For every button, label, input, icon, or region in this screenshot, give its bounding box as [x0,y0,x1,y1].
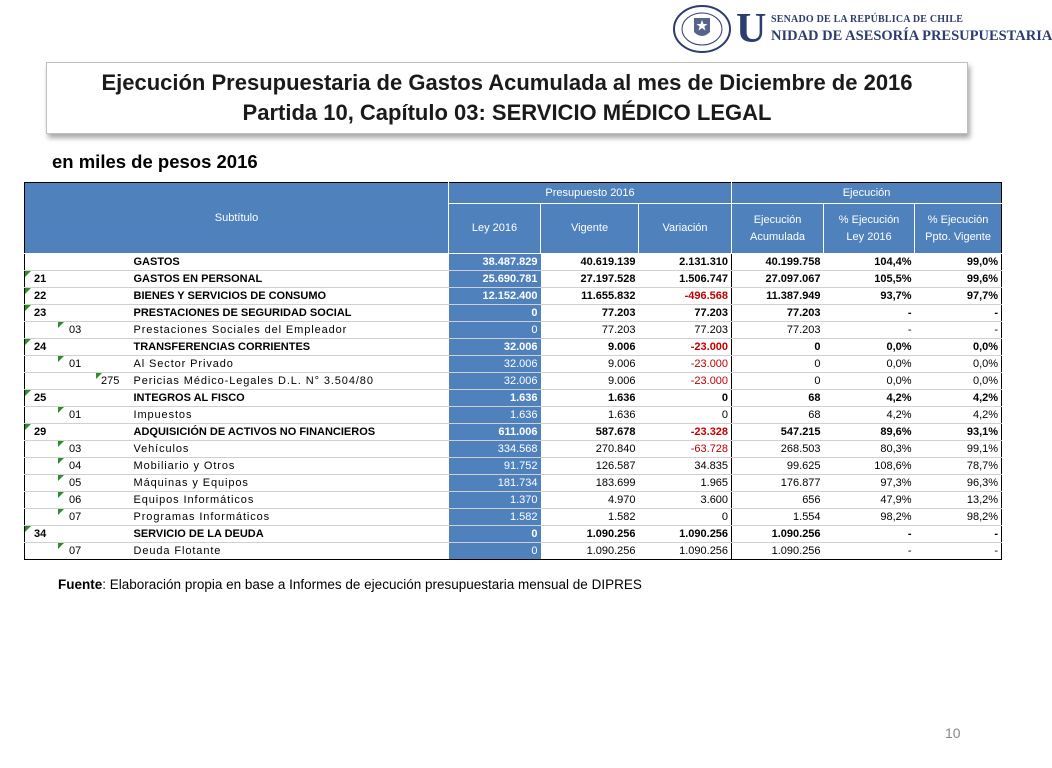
row-description: Pericias Médico-Legales D.L. N° 3.504/80 [131,373,449,390]
green-triangle-icon [58,543,64,549]
cell-variacion: 1.090.256 [639,526,732,543]
cell-ley: 334.568 [449,441,541,458]
header-pct-ley: % Ejecución Ley 2016 [824,204,915,254]
cell-vigente: 1.090.256 [541,526,639,543]
cell-variacion: -23.000 [639,356,732,373]
cell-ejecucion: 1.090.256 [732,543,824,560]
title-box [46,62,968,134]
cell-ejecucion: 77.203 [732,322,824,339]
senate-seal-icon [672,4,732,54]
cell-variacion: -63.728 [639,441,732,458]
cell-vigente: 9.006 [541,339,639,356]
row-code: 21 [34,273,47,285]
title-line-2: Partida 10, Capítulo 03: SERVICIO MÉDICO LEGAL [242,100,772,125]
row-code-cell [25,305,131,322]
green-triangle-icon [58,492,64,498]
cell-pct-ley: - [824,526,915,543]
cell-variacion: -23.328 [639,424,732,441]
table-row [25,492,1002,509]
cell-pct-ley: - [824,322,915,339]
cell-ley: 1.582 [449,509,541,526]
source-note [58,577,642,592]
cell-vigente: 1.090.256 [541,543,639,560]
row-description: ADQUISICIÓN DE ACTIVOS NO FINANCIEROS [131,424,449,441]
table-row [25,271,1002,288]
cell-vigente: 4.970 [541,492,639,509]
row-description: GASTOS EN PERSONAL [131,271,449,288]
table-row [25,475,1002,492]
row-description: Prestaciones Sociales del Empleador [131,322,449,339]
cell-variacion: 77.203 [639,322,732,339]
cell-pct-vig: 99,0% [915,254,1002,271]
cell-pct-vig: 99,6% [915,271,1002,288]
green-triangle-icon [58,441,64,447]
cell-vigente: 126.587 [541,458,639,475]
table-row [25,543,1002,560]
row-code: 06 [69,494,82,506]
cell-variacion: -496.568 [639,288,732,305]
cell-pct-vig: 13,2% [915,492,1002,509]
row-description: Impuestos [131,407,449,424]
cell-ley: 1.370 [449,492,541,509]
cell-ejecucion: 268.503 [732,441,824,458]
header-ejecucion-acumulada: Ejecución Acumulada [732,204,824,254]
cell-ley: 91.752 [449,458,541,475]
row-code-cell [25,288,131,305]
cell-ley: 32.006 [449,339,541,356]
table-row [25,254,1002,271]
row-code-cell [25,254,131,271]
cell-vigente: 9.006 [541,356,639,373]
table-row [25,509,1002,526]
cell-vigente: 1.582 [541,509,639,526]
cell-pct-vig: 0,0% [915,339,1002,356]
green-triangle-icon [25,390,31,396]
table-row [25,373,1002,390]
row-code-cell [25,356,131,373]
row-code-cell [25,424,131,441]
cell-vigente: 270.840 [541,441,639,458]
cell-ejecucion: 77.203 [732,305,824,322]
header-subtitulo: Subtítulo [25,183,449,254]
cell-ley: 0 [449,322,541,339]
cell-variacion: 34.835 [639,458,732,475]
green-triangle-icon [58,509,64,515]
cell-ejecucion: 547.215 [732,424,824,441]
row-code: 275 [101,375,120,387]
row-code: 01 [69,409,82,421]
cell-ley: 611.006 [449,424,541,441]
green-triangle-icon [58,322,64,328]
cell-pct-ley: 105,5% [824,271,915,288]
row-description: Vehículos [131,441,449,458]
cell-pct-vig: 78,7% [915,458,1002,475]
cell-vigente: 1.636 [541,390,639,407]
logo-bottom-text: NIDAD DE ASESORÍA PRESUPUESTARIA [771,28,1052,44]
cell-pct-vig: 0,0% [915,356,1002,373]
row-code: 34 [34,528,47,540]
green-triangle-icon [25,424,31,430]
cell-ley: 1.636 [449,407,541,424]
row-description: GASTOS [131,254,449,271]
cell-vigente: 40.619.139 [541,254,639,271]
cell-ley: 32.006 [449,373,541,390]
green-triangle-icon [25,288,31,294]
cell-variacion: -23.000 [639,339,732,356]
green-triangle-icon [25,526,31,532]
table-row [25,526,1002,543]
cell-ejecucion: 0 [732,339,824,356]
row-code: 25 [34,392,47,404]
cell-pct-ley: 97,3% [824,475,915,492]
table-row [25,305,1002,322]
cell-variacion: 0 [639,407,732,424]
cell-pct-ley: 108,6% [824,458,915,475]
header-variacion: Variación [639,204,732,254]
source-text: : Elaboración propia en base a Informes de ejecución presupuestaria mensual de DIPRES [102,577,642,592]
row-code: 23 [34,307,47,319]
cell-vigente: 11.655.832 [541,288,639,305]
cell-ejecucion: 0 [732,356,824,373]
table-row [25,441,1002,458]
row-code-cell [25,441,131,458]
cell-pct-vig: - [915,305,1002,322]
row-description: TRANSFERENCIAS CORRIENTES [131,339,449,356]
cell-vigente: 183.699 [541,475,639,492]
cell-pct-vig: 4,2% [915,390,1002,407]
cell-ejecucion: 11.387.949 [732,288,824,305]
cell-ley: 0 [449,543,541,560]
table-row [25,390,1002,407]
cell-pct-ley: 4,2% [824,407,915,424]
cell-variacion: 1.965 [639,475,732,492]
green-triangle-icon [58,356,64,362]
table-body [25,254,1002,560]
cell-pct-ley: - [824,305,915,322]
cell-vigente: 77.203 [541,305,639,322]
row-code: 29 [34,426,47,438]
cell-pct-ley: 0,0% [824,356,915,373]
cell-pct-ley: 47,9% [824,492,915,509]
cell-ejecucion: 27.097.067 [732,271,824,288]
cell-vigente: 9.006 [541,373,639,390]
cell-vigente: 587.678 [541,424,639,441]
table-row [25,288,1002,305]
senate-logo [672,4,1052,56]
page-number: 10 [945,725,961,741]
cell-ejecucion: 68 [732,390,824,407]
cell-ley: 1.636 [449,390,541,407]
cell-pct-vig: 0,0% [915,373,1002,390]
green-triangle-icon [58,458,64,464]
cell-variacion: 2.131.310 [639,254,732,271]
row-code-cell [25,373,131,390]
cell-ley: 38.487.829 [449,254,541,271]
cell-pct-vig: 99,1% [915,441,1002,458]
cell-variacion: 0 [639,509,732,526]
row-code: 03 [69,324,82,336]
cell-pct-ley: 0,0% [824,339,915,356]
green-triangle-icon [58,475,64,481]
cell-pct-ley: 98,2% [824,509,915,526]
row-description: SERVICIO DE LA DEUDA [131,526,449,543]
cell-ejecucion: 0 [732,373,824,390]
cell-ejecucion: 99.625 [732,458,824,475]
cell-vigente: 77.203 [541,322,639,339]
green-triangle-icon [25,339,31,345]
row-code-cell [25,390,131,407]
cell-ejecucion: 1.090.256 [732,526,824,543]
cell-pct-vig: - [915,322,1002,339]
table-row [25,424,1002,441]
cell-ley: 0 [449,305,541,322]
cell-variacion: 3.600 [639,492,732,509]
cell-ejecucion: 40.199.758 [732,254,824,271]
table-row [25,322,1002,339]
row-description: Al Sector Privado [131,356,449,373]
cell-ejecucion: 1.554 [732,509,824,526]
row-description: INTEGROS AL FISCO [131,390,449,407]
row-code-cell [25,475,131,492]
cell-vigente: 1.636 [541,407,639,424]
row-code-cell [25,543,131,560]
row-code-cell [25,339,131,356]
cell-ley: 181.734 [449,475,541,492]
cell-ley: 25.690.781 [449,271,541,288]
cell-pct-ley: 93,7% [824,288,915,305]
row-code-cell [25,458,131,475]
cell-ley: 12.152.400 [449,288,541,305]
cell-pct-ley: 80,3% [824,441,915,458]
cell-ley: 0 [449,526,541,543]
title-line-1: Ejecución Presupuestaria de Gastos Acumulada al mes de Diciembre de 2016 [101,70,913,95]
row-code-cell [25,526,131,543]
budget-table [24,182,1002,560]
logo-top-text: SENADO DE LA REPÚBLICA DE CHILE [771,14,964,25]
green-triangle-icon [25,271,31,277]
row-code: 04 [69,460,82,472]
row-code-cell [25,271,131,288]
table-row [25,458,1002,475]
header-vigente: Vigente [541,204,639,254]
cell-pct-vig: 98,2% [915,509,1002,526]
cell-variacion: 0 [639,390,732,407]
cell-variacion: -23.000 [639,373,732,390]
cell-pct-ley: 0,0% [824,373,915,390]
cell-variacion: 1.506.747 [639,271,732,288]
cell-pct-vig: 97,7% [915,288,1002,305]
row-description: Deuda Flotante [131,543,449,560]
row-code: 07 [69,545,82,557]
row-code: 05 [69,477,82,489]
cell-variacion: 1.090.256 [639,543,732,560]
row-description: Equipos Informáticos [131,492,449,509]
row-description: Mobiliario y Otros [131,458,449,475]
row-code: 01 [69,358,82,370]
row-code: 24 [34,341,47,353]
cell-pct-ley: 104,4% [824,254,915,271]
cell-ejecucion: 176.877 [732,475,824,492]
table-row [25,407,1002,424]
logo-initial: U [736,6,767,52]
header-pct-vigente: % Ejecución Ppto. Vigente [915,204,1002,254]
table-row [25,339,1002,356]
row-code: 22 [34,290,47,302]
cell-pct-vig: 96,3% [915,475,1002,492]
cell-pct-vig: 4,2% [915,407,1002,424]
cell-pct-ley: 89,6% [824,424,915,441]
row-description: BIENES Y SERVICIOS DE CONSUMO [131,288,449,305]
row-description: Programas Informáticos [131,509,449,526]
cell-ley: 32.006 [449,356,541,373]
header-ley: Ley 2016 [449,204,541,254]
cell-pct-ley: 4,2% [824,390,915,407]
row-code-cell [25,407,131,424]
green-triangle-icon [58,407,64,413]
header-ejecucion: Ejecución [732,183,1002,204]
table-row [25,356,1002,373]
units-label: en miles de pesos 2016 [52,151,258,172]
header-presupuesto: Presupuesto 2016 [449,183,732,204]
row-code-cell [25,322,131,339]
cell-variacion: 77.203 [639,305,732,322]
cell-pct-vig: - [915,543,1002,560]
row-code: 07 [69,511,82,523]
cell-ejecucion: 656 [732,492,824,509]
cell-pct-vig: 93,1% [915,424,1002,441]
cell-vigente: 27.197.528 [541,271,639,288]
row-code-cell [25,492,131,509]
cell-ejecucion: 68 [732,407,824,424]
row-code-cell [25,509,131,526]
row-code: 03 [69,443,82,455]
cell-pct-vig: - [915,526,1002,543]
source-label: Fuente [58,577,103,592]
cell-pct-ley: - [824,543,915,560]
green-triangle-icon [25,305,31,311]
row-description: PRESTACIONES DE SEGURIDAD SOCIAL [131,305,449,322]
row-description: Máquinas y Equipos [131,475,449,492]
